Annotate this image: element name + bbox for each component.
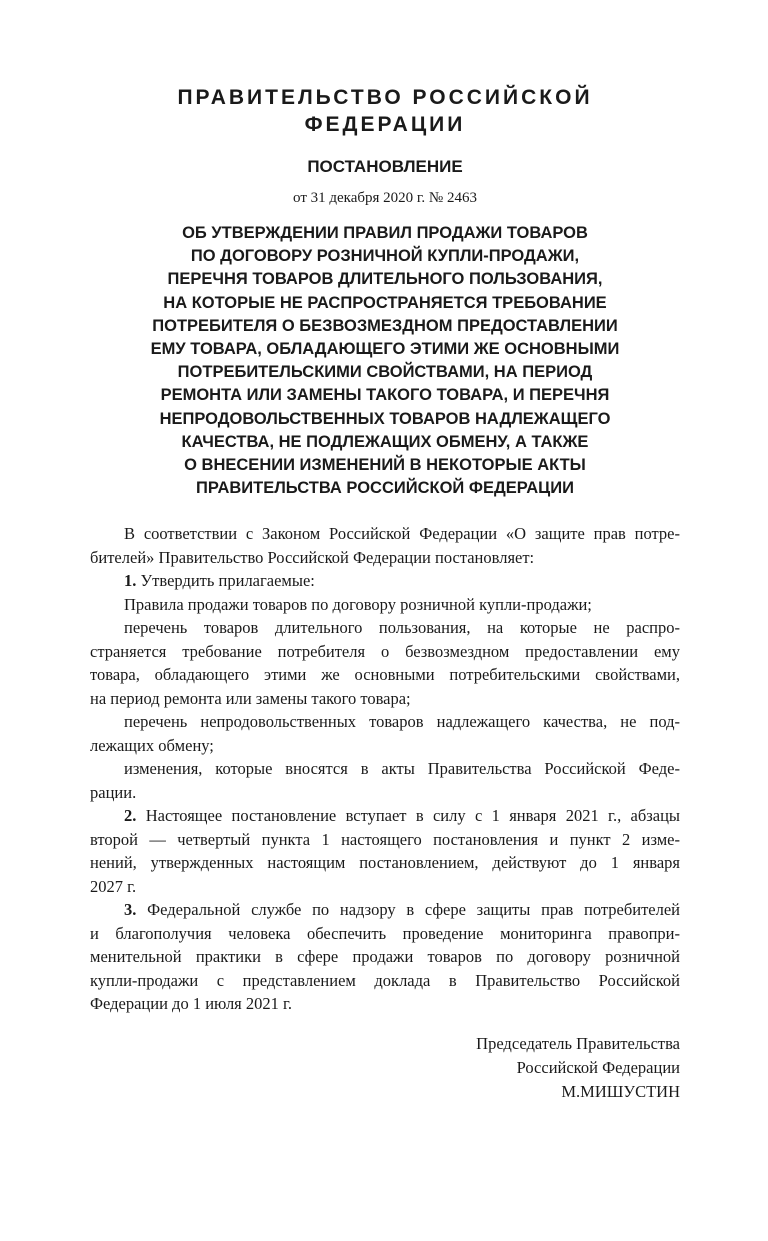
heading-line: КАЧЕСТВА, НЕ ПОДЛЕЖАЩИХ ОБМЕНУ, А ТАКЖЕ — [181, 432, 589, 451]
item-3-paragraph — [90, 898, 680, 1016]
text-line: второй — четвертый пункта 1 настоящего постановления и пункт 2 изме- — [90, 829, 680, 849]
heading-line: ОБ УТВЕРЖДЕНИИ ПРАВИЛ ПРОДАЖИ ТОВАРОВ — [182, 224, 588, 242]
government-title-line-2: ФЕДЕРАЦИИ — [304, 113, 466, 136]
text-line: 2027 г. — [90, 876, 137, 896]
heading-line: ПЕРЕЧНЯ ТОВАРОВ ДЛИТЕЛЬНОГО ПОЛЬЗОВАНИЯ, — [167, 270, 603, 289]
text-line: лежащих обмену; — [90, 735, 214, 755]
heading-line: РЕМОНТА ИЛИ ЗАМЕНЫ ТАКОГО ТОВАРА, И ПЕРЕЧНЯ — [160, 386, 610, 405]
text-line: нений, утвержденных настоящим постановлением, действуют до 1 января — [90, 853, 680, 873]
item-1-b-paragraph — [90, 616, 680, 710]
text-line: рации. — [90, 782, 137, 802]
item-1-a-paragraph — [90, 593, 680, 617]
heading-line: ПОТРЕБИТЕЛЬСКИМИ СВОЙСТВАМИ, НА ПЕРИОД — [177, 363, 593, 382]
text-line: изменения, которые вносятся в акты Правительства Российской Феде- — [124, 759, 680, 779]
text-line — [124, 569, 680, 593]
item-3-number: 3. — [124, 900, 137, 920]
heading-line: ПО ДОГОВОРУ РОЗНИЧНОЙ КУПЛИ-ПРОДАЖИ, — [190, 247, 580, 266]
document-type: ПОСТАНОВЛЕНИЕ — [307, 157, 463, 176]
preamble-paragraph — [90, 522, 680, 569]
heading-line: НЕПРОДОВОЛЬСТВЕННЫХ ТОВАРОВ НАДЛЕЖАЩЕГО — [159, 409, 611, 428]
signature-title-line-2: Российской Федерации — [516, 1057, 680, 1077]
text-line — [124, 898, 680, 922]
text-line: перечень товаров длительного пользования, на которые не распро- — [124, 618, 680, 638]
text-line: бителей» Правительство Российской Федерации постановляет: — [90, 547, 535, 567]
item-3-text: Федеральной службе по надзору в сфере защиты прав потребителей — [147, 900, 680, 920]
text-line: Правила продажи товаров по договору розничной купли-продажи; — [124, 594, 592, 614]
item-1-d-paragraph — [90, 757, 680, 804]
item-1-number: 1. — [124, 571, 137, 591]
text-line: перечень непродовольственных товаров надлежащего качества, не под- — [124, 712, 680, 732]
item-1-c-paragraph — [90, 710, 680, 757]
item-2-number: 2. — [124, 806, 137, 826]
document-page — [90, 84, 680, 1104]
government-title-line-1: ПРАВИТЕЛЬСТВО РОССИЙСКОЙ — [177, 86, 593, 109]
signature-block — [90, 1032, 680, 1104]
text-line: товара, обладающего этими же основными потребительскими свойствами, — [90, 665, 680, 685]
text-line — [124, 804, 680, 828]
signatory-name: М.МИШУСТИН — [561, 1081, 680, 1101]
heading-line: О ВНЕСЕНИИ ИЗМЕНЕНИЙ В НЕКОТОРЫЕ АКТЫ — [184, 456, 586, 475]
text-line: В соответствии с Законом Российской Федерации «О защите прав потре- — [124, 524, 680, 544]
item-2-paragraph — [90, 804, 680, 898]
heading-line: ПРАВИТЕЛЬСТВА РОССИЙСКОЙ ФЕДЕРАЦИИ — [196, 479, 574, 498]
heading-line: ЕМУ ТОВАРА, ОБЛАДАЮЩЕГО ЭТИМИ ЖЕ ОСНОВНЫМИ — [150, 340, 620, 359]
heading-line: НА КОТОРЫЕ НЕ РАСПРОСТРАНЯЕТСЯ ТРЕБОВАНИЕ — [163, 293, 607, 312]
text-line: и благополучия человека обеспечить проведение мониторинга правопри- — [90, 923, 680, 943]
government-title — [90, 84, 680, 138]
text-line: на период ремонта или замены такого товара; — [90, 688, 411, 708]
signature-title-line-1: Председатель Правительства — [476, 1033, 680, 1053]
document-date-number: от 31 декабря 2020 г. № 2463 — [293, 190, 477, 206]
text-line: Федерации до 1 июля 2021 г. — [90, 994, 293, 1014]
document-heading — [90, 222, 680, 500]
text-line: менительной практики в сфере продажи товаров по договору розничной — [90, 947, 680, 967]
document-body — [90, 522, 680, 1016]
text-line: купли-продажи с представлением доклада в Правительство Российской — [90, 970, 680, 990]
heading-line: ПОТРЕБИТЕЛЯ О БЕЗВОЗМЕЗДНОМ ПРЕДОСТАВЛЕНИИ — [152, 316, 618, 335]
item-2-text: Настоящее постановление вступает в силу с 1 января 2021 г., абзацы — [145, 806, 681, 826]
item-1-paragraph — [90, 569, 680, 593]
item-1-text: Утвердить прилагаемые: — [140, 571, 315, 591]
text-line: страняется требование потребителя о безвозмездном предоставлении ему — [90, 641, 680, 661]
